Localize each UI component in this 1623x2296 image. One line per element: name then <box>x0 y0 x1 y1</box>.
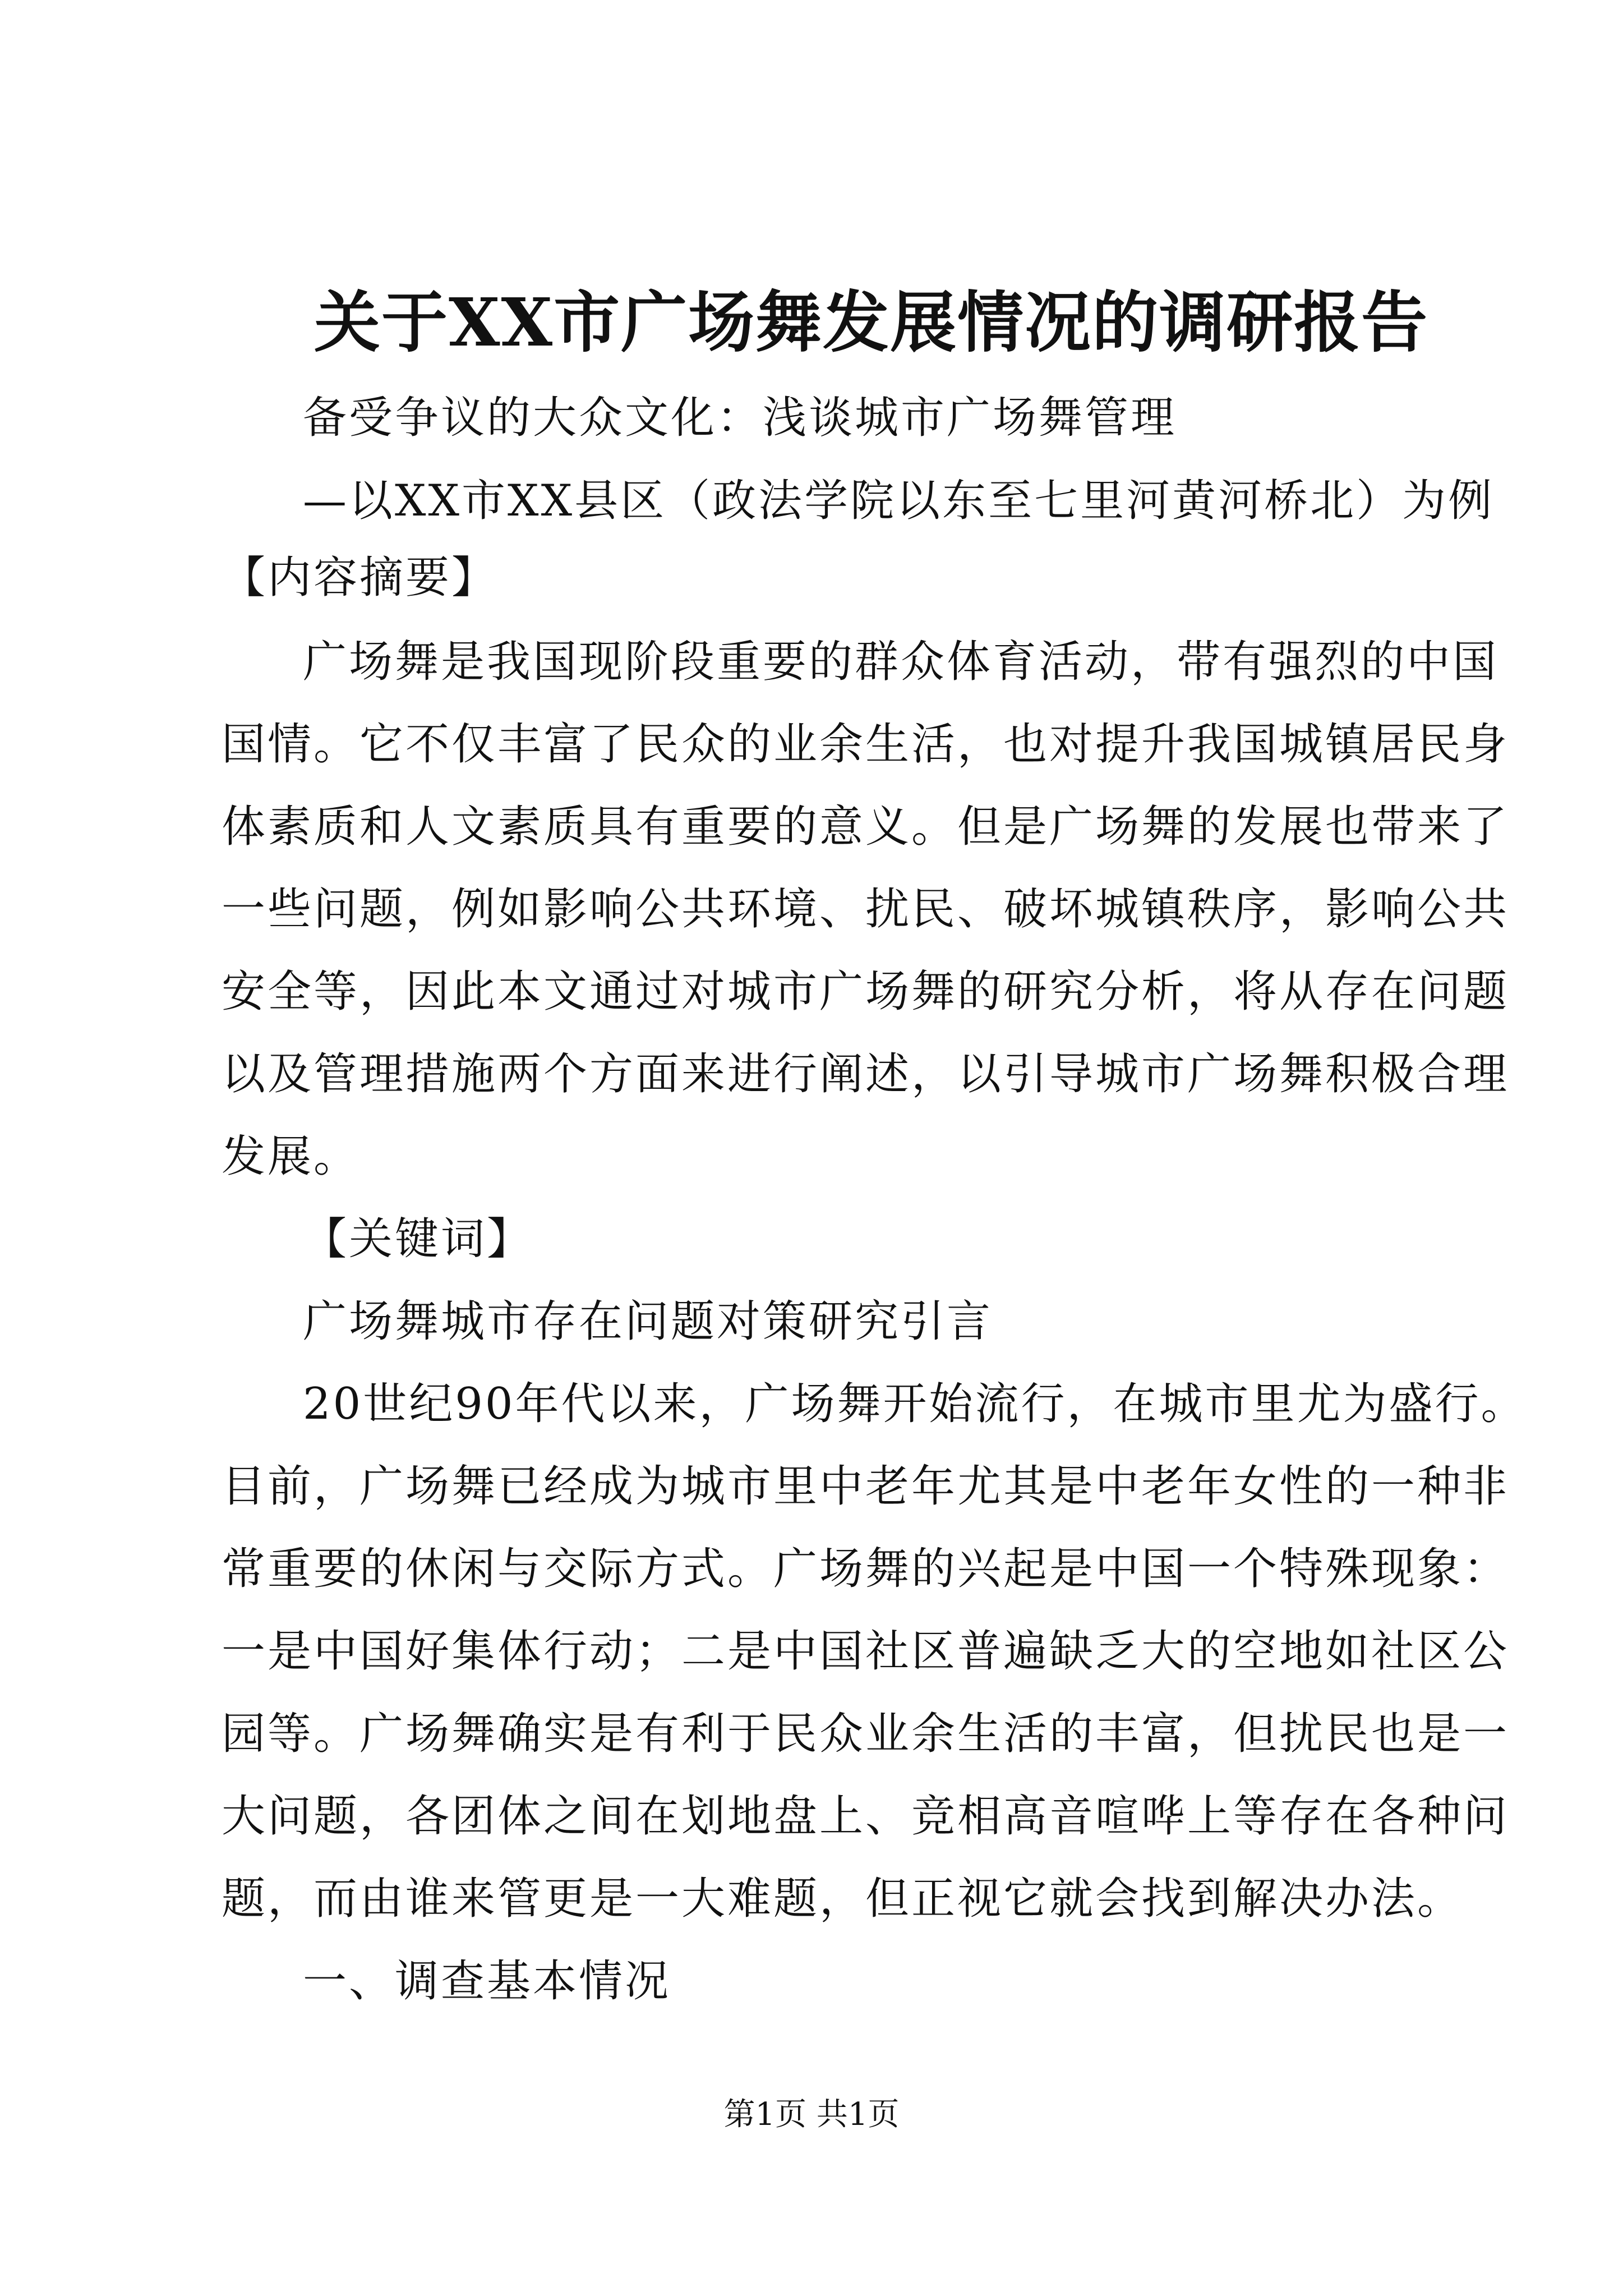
intro-line: 大问题，各团体之间在划地盘上、竞相高音喧哗上等存在各种问 <box>222 1791 1510 1842</box>
abstract-line: 发展。 <box>222 1131 360 1182</box>
section-heading: 一、调查基本情况 <box>303 1956 671 2007</box>
abstract-line: 广场舞是我国现阶段重要的群众体育活动，带有强烈的中国 <box>303 637 1499 687</box>
abstract-line: 体素质和人文素质具有重要的意义。但是广场舞的发展也带来了 <box>222 802 1510 852</box>
intro-line: 园等。广场舞确实是有利于民众业余生活的丰富，但扰民也是一 <box>222 1709 1510 1759</box>
subtitle: 备受争议的大众文化：浅谈城市广场舞管理 <box>303 393 1177 443</box>
intro-line: 常重要的休闲与交际方式。广场舞的兴起是中国一个特殊现象： <box>222 1544 1510 1594</box>
keywords-heading: 【关键词】 <box>303 1214 533 1264</box>
document-title: 关于XX市广场舞发展情况的调研报告 <box>314 283 1429 361</box>
intro-line: 题，而由谁来管更是一大难题，但正视它就会找到解决办法。 <box>222 1874 1464 1924</box>
abstract-line: 国情。它不仅丰富了民众的业余生活，也对提升我国城镇居民身 <box>222 719 1510 770</box>
intro-line: 20世纪90年代以来，广场舞开始流行，在城市里尤为盛行。 <box>303 1379 1527 1429</box>
intro-line: 一是中国好集体行动；二是中国社区普遍缺乏大的空地如社区公 <box>222 1626 1510 1677</box>
abstract-heading: 【内容摘要】 <box>222 553 498 603</box>
keywords-line: 广场舞城市存在问题对策研究引言 <box>303 1296 993 1347</box>
abstract-line: 一些问题，例如影响公共环境、扰民、破坏城镇秩序，影响公共 <box>222 884 1510 935</box>
abstract-line: 安全等，因此本文通过对城市广场舞的研究分析，将从存在问题 <box>222 967 1510 1017</box>
intro-line: 目前，广场舞已经成为城市里中老年尤其是中老年女性的一种非 <box>222 1461 1510 1512</box>
page-footer: 第1页 共1页 <box>723 2096 900 2133</box>
subtitle-example: —以XX市XX县区（政法学院以东至七里河黄河桥北）为例 <box>303 476 1495 526</box>
abstract-line: 以及管理措施两个方面来进行阐述，以引导城市广场舞积极合理 <box>222 1049 1510 1099</box>
